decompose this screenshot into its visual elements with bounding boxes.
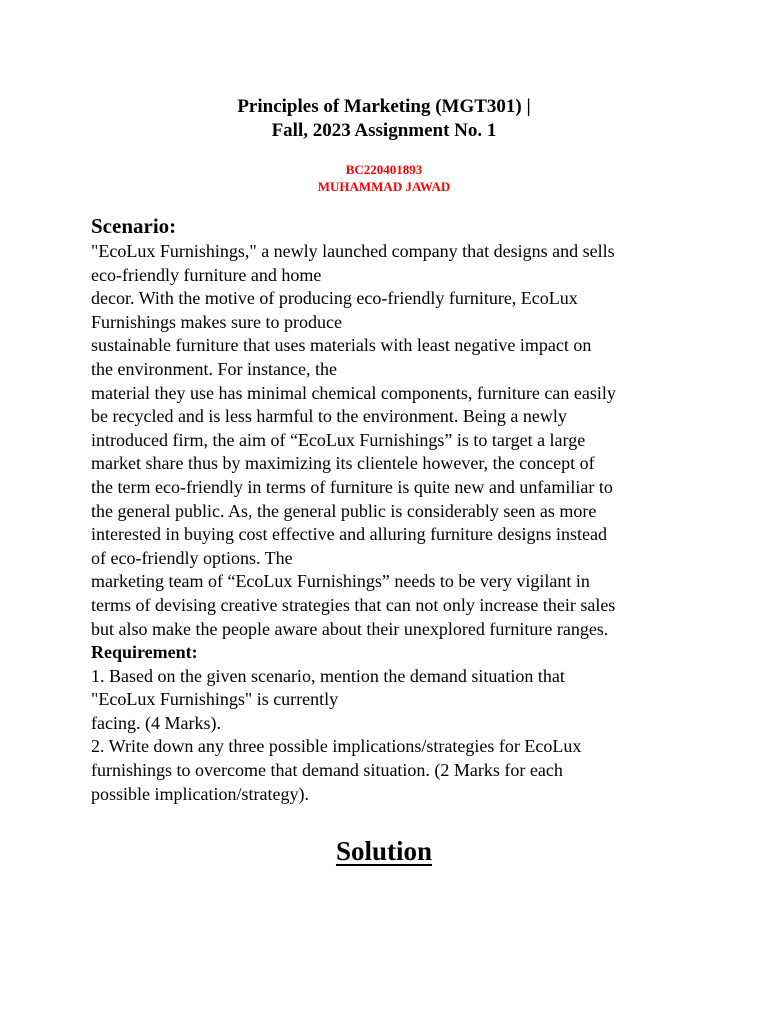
scenario-text <box>91 240 691 641</box>
requirement-heading: Requirement: <box>91 642 198 663</box>
scenario-line: the environment. For instance, the <box>91 358 337 379</box>
title-line-2: Fall, 2023 Assignment No. 1 <box>271 120 497 141</box>
student-id: BC220401893 <box>345 162 423 177</box>
title-line-1: Principles of Marketing (MGT301) | <box>237 96 531 117</box>
requirement-line: furnishings to overcome that demand situation. (2 Marks for each <box>91 760 563 781</box>
scenario-line: material they use has minimal chemical components, furniture can easily <box>91 382 616 403</box>
requirement-line: 1. Based on the given scenario, mention the demand situation that <box>91 665 565 686</box>
scenario-line: of eco-friendly options. The <box>91 547 293 568</box>
scenario-line: decor. With the motive of producing eco-friendly furniture, EcoLux <box>91 288 578 309</box>
scenario-line: interested in buying cost effective and alluring furniture designs instead <box>91 524 608 545</box>
scenario-heading: Scenario: <box>91 214 177 238</box>
requirement-line: "EcoLux Furnishings" is currently <box>91 689 339 710</box>
scenario-line: sustainable furniture that uses materials with least negative impact on <box>91 335 592 356</box>
scenario-line: Furnishings makes sure to produce <box>91 311 342 332</box>
scenario-line: "EcoLux Furnishings," a newly launched company that designs and sells <box>91 241 615 261</box>
student-name: MUHAMMAD JAWAD <box>317 179 451 194</box>
scenario-line: but also make the people aware about their unexplored furniture ranges. <box>91 618 609 639</box>
scenario-line: market share thus by maximizing its clientele however, the concept of <box>91 453 595 474</box>
scenario-line: introduced firm, the aim of “EcoLux Furnishings” is to target a large <box>91 429 586 450</box>
requirement-text <box>91 665 691 807</box>
scenario-line: the term eco-friendly in terms of furniture is quite new and unfamiliar to <box>91 476 613 497</box>
assignment-body <box>91 212 691 806</box>
scenario-line: eco-friendly furniture and home <box>91 264 322 285</box>
scenario-line: marketing team of “EcoLux Furnishings” needs to be very vigilant in <box>91 571 590 592</box>
scenario-line: be recycled and is less harmful to the environment. Being a newly <box>91 406 567 427</box>
requirement-line: 2. Write down any three possible implications/strategies for EcoLux <box>91 736 582 757</box>
scenario-line: the general public. As, the general public is considerably seen as more <box>91 500 597 521</box>
student-info <box>0 161 768 195</box>
scenario-line: terms of devising creative strategies that can not only increase their sales <box>91 594 616 615</box>
requirement-line: facing. (4 Marks). <box>91 712 221 733</box>
requirement-line: possible implication/strategy). <box>91 783 309 804</box>
document-title <box>0 95 768 143</box>
solution-heading-text: Solution <box>335 836 433 866</box>
solution-heading <box>0 834 768 868</box>
